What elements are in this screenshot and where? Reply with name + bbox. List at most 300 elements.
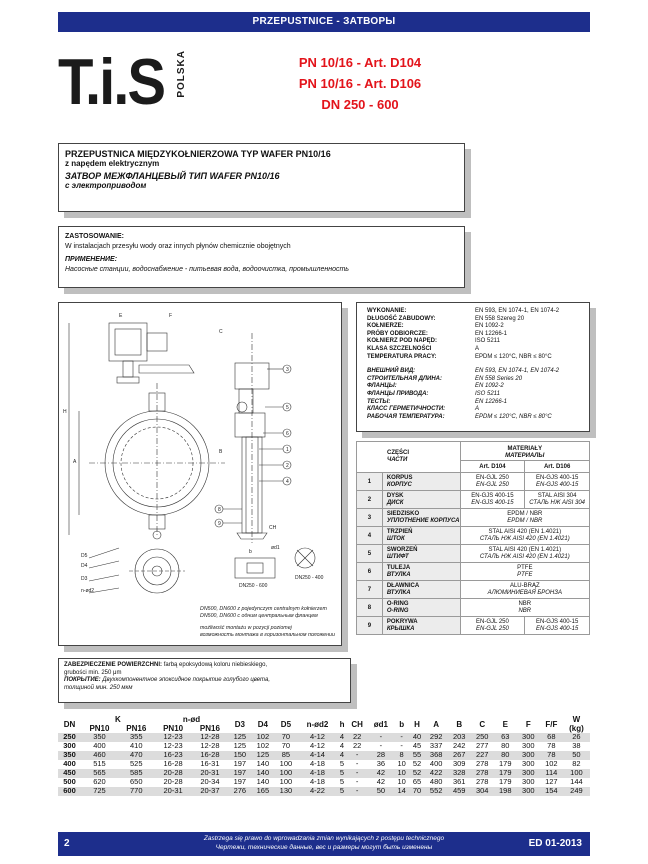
dims-cell: 350 (81, 733, 118, 742)
dims-cell: 450 (58, 769, 81, 778)
spec-value: EN 593, EN 1074-1, EN 1074-2 (475, 308, 560, 314)
spec-value: EN 12266-1 (475, 330, 508, 337)
dims-cell: 70 (274, 733, 297, 742)
head-ff: F/F (545, 719, 558, 729)
spec-value: EN 12266-1 (475, 398, 508, 405)
mat-pl: PTFE (517, 564, 533, 571)
material-d104 (460, 617, 525, 635)
dims-cell: 38 (572, 741, 581, 751)
spec-row (363, 316, 583, 324)
head-b-small: b (399, 719, 405, 729)
dims-cell: 300 (63, 741, 76, 751)
product-name-ru: ЗАТВОР МЕЖФЛАНЦЕВЫЙ ТИП WAFER PN10/16 (65, 171, 280, 181)
dims-cell: 78 (540, 751, 563, 760)
dims-cell: 12-28 (192, 733, 229, 742)
dims-cell: 63 (494, 733, 517, 742)
callout-1: 1 (286, 447, 289, 453)
dims-cell: 422 (425, 769, 448, 778)
callout-5: 5 (286, 405, 289, 411)
head-dn: DN (63, 719, 76, 729)
dims-cell: 470 (118, 751, 155, 760)
head-f: F (525, 719, 531, 729)
part-name-pl: DYSK (386, 492, 404, 499)
logo-brand: T.i.S (58, 46, 165, 119)
coating-head-ru: ПОКРЫТИЕ: (64, 677, 101, 684)
callout-8: 8 (218, 507, 221, 513)
part-name-ru: ШТИФТ (386, 553, 409, 560)
material-number: 2 (357, 491, 383, 509)
mat-ru: АЛЮМИНИЕВАЯ БРОНЗА (487, 589, 562, 596)
dims-cell: 179 (499, 759, 512, 769)
dims-cell: 127 (545, 777, 558, 787)
dims-cell: 350 (58, 751, 81, 760)
dims-cell: 8 (394, 751, 409, 760)
dims-cell: 4 (338, 751, 347, 760)
part-name-pl: SWORZEŃ (386, 546, 418, 553)
dims-cell: 154 (540, 787, 563, 796)
mat-ru: СТАЛЬ НЖ AISI 420 (EN 1.4021) (479, 535, 570, 542)
part-name-ru: КРЫШКА (386, 625, 415, 632)
footer-note-pl: Zastrzega się prawo do wprowadzania zmian wynikających z postępu technicznego (203, 835, 445, 842)
dims-cell: 292 (425, 733, 448, 742)
spec-gap-cell (475, 361, 583, 368)
dims-cell: 277 (475, 741, 489, 751)
material-number: 3 (357, 509, 383, 527)
dims-cell: - (368, 733, 394, 742)
dims-cell: 400 (93, 741, 106, 751)
product-titles (250, 52, 470, 115)
label-f: F (169, 313, 173, 319)
part-name-pl: DŁAWNICA (386, 582, 420, 589)
spec-value: EN 558 Szereg 20 (475, 315, 525, 322)
dims-cell: 70 (409, 787, 424, 796)
material-row (357, 545, 590, 563)
spec-row (363, 383, 583, 391)
material-row (357, 599, 590, 617)
spec-key: KOŁNIERZE: (367, 323, 404, 330)
dims-cell: 16-28 (192, 751, 229, 760)
callout-4: 4 (286, 479, 289, 485)
spec-row (363, 391, 583, 399)
material-row (357, 617, 590, 635)
dims-cell: 4-18 (309, 777, 325, 787)
head-c: C (479, 719, 486, 729)
label-h: H (63, 409, 67, 415)
dims-cell: 20-37 (192, 787, 229, 796)
material-shared (460, 563, 589, 581)
spec-value: EN 593, EN 1074-1, EN 1074-2 (475, 368, 560, 375)
head-h-small: h (339, 719, 345, 729)
material-row (357, 491, 590, 509)
head-ch: CH (351, 719, 363, 729)
dims-cell: - (347, 751, 368, 760)
dims-cell: 179 (494, 769, 517, 778)
dims-cell: 500 (63, 777, 76, 787)
spec-key: ТЕСТЫ: (367, 398, 391, 405)
material-d104 (460, 473, 525, 491)
dims-cell: 250 (471, 733, 494, 742)
dims-cell: 22 (347, 733, 368, 742)
dims-cell: 5 (339, 777, 345, 787)
coating-head-pl: ZABEZPIECZENIE POWIERZCHNI: (64, 662, 163, 668)
dims-cell: 100 (563, 769, 590, 778)
dims-cell: 10 (397, 759, 406, 769)
title-line-1: PN 10/16 - Art. D104 (298, 55, 422, 70)
logo-country: POLSKA (176, 50, 187, 98)
material-number: 6 (357, 563, 383, 581)
dims-cell: 12-23 (163, 741, 183, 751)
dims-cell: 4 (338, 733, 347, 742)
head-d5: D5 (280, 719, 292, 729)
dims-cell: 328 (448, 769, 471, 778)
label-d1: ød1 (271, 545, 280, 551)
spec-row (363, 376, 583, 384)
dims-cell: 140 (251, 769, 274, 778)
dims-cell: 20-31 (192, 769, 229, 778)
head-w-kg: (kg) (569, 724, 584, 733)
dims-cell: 368 (425, 751, 448, 760)
dims-cell: 4-22 (297, 787, 337, 796)
dims-cell: 337 (429, 741, 443, 751)
material-number: 7 (357, 581, 383, 599)
spec-row (363, 346, 583, 354)
dims-cell: 130 (274, 787, 297, 796)
spec-key: РАБОЧАЯ ТЕМПЕРАТУРА: (367, 413, 445, 420)
material-row (357, 527, 590, 545)
mat-pl: NBR (518, 600, 532, 607)
dims-cell: 100 (274, 769, 297, 778)
title-line-3: DN 250 - 600 (321, 97, 399, 112)
spec-key: ВНЕШНИЙ ВИД: (367, 368, 416, 375)
head-b: B (456, 719, 463, 729)
spec-value: ISO 5211 (475, 338, 500, 345)
dims-cell: 400 (63, 759, 76, 769)
spec-value: ISO 5211 (475, 390, 500, 397)
dims-cell: 140 (256, 759, 270, 769)
dimensions-table (58, 715, 590, 796)
dims-cell: 400 (429, 759, 443, 769)
dims-cell: 102 (545, 759, 558, 769)
product-name-pl: PRZEPUSTNICA MIĘDZYKOŁNIERZOWA TYP WAFER PN10/16 (65, 149, 331, 159)
dims-cell: 40 (409, 733, 424, 742)
label-a: A (73, 459, 77, 465)
head-d4: D4 (257, 719, 268, 729)
spec-row (363, 414, 583, 422)
label-e: E (119, 313, 123, 319)
drawing-caption-4: возможность монтажа в горизонтальном положении (200, 632, 335, 638)
dims-cell: 55 (409, 751, 424, 760)
dims-cell: 410 (130, 741, 143, 751)
spec-value: A (475, 406, 480, 413)
mat-pl: ALU-BRĄZ (509, 582, 540, 589)
material-part (382, 509, 460, 527)
dims-cell: 300 (517, 733, 540, 742)
dims-cell: 242 (452, 741, 466, 751)
head-a: A (433, 719, 440, 729)
material-number: 4 (357, 527, 383, 545)
dims-cell: 42 (376, 777, 386, 787)
label-ch: CH (269, 525, 277, 531)
dims-cell: 355 (118, 733, 155, 742)
title-line-2: PN 10/16 - Art. D106 (298, 76, 422, 91)
spec-value: EN 558 Series 20 (475, 375, 523, 382)
application-head-pl: ZASTOSOWANIE: (65, 233, 124, 240)
dims-cell: 179 (499, 777, 512, 787)
footer-note (168, 835, 480, 852)
drawing-caption-2: DN500, DN600 с одним центральным фланцем (200, 613, 318, 619)
material-part (382, 599, 460, 617)
dims-cell: 14 (394, 787, 409, 796)
spec-row (363, 399, 583, 407)
mat-ru: EN-GJL 250 (475, 481, 509, 488)
part-name-pl: TRZPIEŃ (386, 528, 413, 535)
dims-cell: 552 (425, 787, 448, 796)
material-part (382, 617, 460, 635)
materials-table (356, 441, 590, 635)
dims-cell: 197 (228, 769, 251, 778)
part-name-ru: ШТОК (386, 535, 405, 542)
head-d3: D3 (234, 719, 245, 729)
dims-cell: 36 (376, 759, 386, 769)
mat-pl: STAL AISI 420 (EN 1.4021) (488, 546, 562, 553)
spec-key: KOŁNIERZ POD NAPĘD: (367, 338, 438, 345)
material-d104 (460, 491, 525, 509)
dims-row (58, 787, 590, 796)
callout-3: 3 (286, 367, 289, 373)
dims-cell: 52 (409, 769, 424, 778)
part-name-pl: SIEDZISKO (386, 510, 420, 517)
dims-cell: 65 (412, 777, 422, 787)
dims-cell: 197 (233, 777, 247, 787)
mat-pl: STAL AISI 420 (EN 1.4021) (488, 528, 562, 535)
dims-cell: 304 (471, 787, 494, 796)
spec-value: A (475, 345, 480, 352)
material-number: 5 (357, 545, 383, 563)
mat-ru: СТАЛЬ НЖ AISI 304 (529, 499, 586, 506)
dims-cell: 585 (118, 769, 155, 778)
part-name-ru: ВТУЛКА (386, 589, 411, 596)
drawing-caption-3: możliwość montażu w pozycji poziomej (200, 625, 292, 631)
dims-cell: 125 (228, 733, 251, 742)
head-nod: n-ød (182, 715, 201, 724)
mat-pl: EN-GJL 250 (476, 618, 509, 625)
part-name-ru: ДИСК (386, 499, 404, 506)
dims-cell: 5 (339, 759, 345, 769)
dims-cell: 42 (368, 769, 394, 778)
dims-cell: 26 (563, 733, 590, 742)
dims-cell: 22 (352, 741, 362, 751)
material-d106 (525, 473, 590, 491)
mat-ru: EN-GJS 400-15 (535, 625, 579, 632)
col-d104: Art. D104 (460, 461, 525, 473)
dims-cell: 276 (228, 787, 251, 796)
dims-cell: 12-23 (155, 733, 192, 742)
dims-cell: 300 (517, 787, 540, 796)
dims-cell: 16-23 (155, 751, 192, 760)
mat-pl: EN-GJS 400-15 (535, 618, 579, 625)
head-od1: ød1 (373, 719, 388, 729)
label-dn: DN250 - 600 (239, 583, 268, 589)
head-e: E (502, 719, 508, 729)
head-k-pn10: PN10 (89, 724, 110, 733)
mat-ru: EN-GJS 400-15 (535, 481, 579, 488)
mat-ru: EN-GJS 400-15 (471, 499, 514, 506)
spec-key: КЛАСС ГЕРМЕТИЧНОСТИ: (367, 406, 446, 413)
part-name-pl: O-RING (386, 600, 409, 607)
dims-cell: - (347, 769, 368, 778)
label-d5: D5 (81, 553, 88, 559)
material-part (382, 473, 460, 491)
mat-ru: NBR (518, 607, 532, 614)
material-number: 9 (357, 617, 383, 635)
dims-cell: 565 (81, 769, 118, 778)
callout-9: 9 (218, 521, 221, 527)
application-head-ru: ПРИМЕНЕНИЕ: (65, 256, 118, 263)
dims-cell: - (355, 777, 359, 787)
dims-cell: 70 (281, 741, 291, 751)
dims-cell: 12-28 (200, 741, 220, 751)
dims-cell: 68 (540, 733, 563, 742)
parts-head-ru: ЧАСТИ (387, 457, 408, 463)
dims-cell: 198 (494, 787, 517, 796)
drawing-svg (59, 303, 341, 645)
dims-cell: 267 (448, 751, 471, 760)
spec-key: ФЛАНЦЫ: (367, 383, 397, 390)
dims-cell: 20-28 (163, 777, 183, 787)
part-name-ru: КОРПУС (386, 481, 412, 488)
mat-pl: STAL AISI 304 (537, 492, 577, 499)
edition: ED 01-2013 (528, 838, 582, 849)
materials-head-pl: MATERIAŁY (507, 446, 543, 452)
part-name-ru: УПЛОТНЕНИЕ КОРПУСА (386, 517, 460, 524)
material-shared (460, 527, 589, 545)
label-nd2: n-ød2 (81, 588, 95, 594)
dims-cell: 80 (494, 751, 517, 760)
spec-key: WYKONANIE: (367, 308, 407, 314)
dims-cell: 100 (279, 777, 293, 787)
dims-cell: 249 (563, 787, 590, 796)
materials-head-ru: МАТЕРИАЛЫ (505, 453, 545, 459)
dims-cell: - (394, 733, 409, 742)
material-number: 1 (357, 473, 383, 491)
spec-box (356, 302, 590, 432)
part-name-ru: ВТУЛКА (386, 571, 411, 578)
product-box (58, 143, 465, 212)
coating-text-pl: farbą epoksydową koloru niebieskiego, (163, 662, 268, 668)
dims-cell: 278 (475, 759, 489, 769)
part-name-pl: POKRYWA (386, 618, 418, 625)
mat-pl: EN-GJS 400-15 (471, 492, 514, 499)
dims-cell: 102 (251, 733, 274, 742)
dims-cell: - (379, 741, 383, 751)
mat-ru: СТАЛЬ НЖ AISI 420 (EN 1.4021) (479, 553, 570, 560)
material-d106 (525, 617, 590, 635)
footer-note-ru: Чертежи, технические данные, вес и размеры могут быть изменены (215, 843, 433, 851)
dims-cell: 620 (93, 777, 106, 787)
spec-row (363, 368, 583, 376)
spec-row (363, 323, 583, 331)
dims-cell: 300 (522, 777, 535, 787)
spec-value: EPDM ≤ 120°C, NBR ≤ 80°C (475, 413, 552, 420)
label-c: C (219, 329, 223, 335)
dims-cell: 4-12 (309, 741, 325, 751)
dims-cell: 10 (394, 769, 409, 778)
material-number: 8 (357, 599, 383, 617)
parts-head-pl: CZĘŚCI (387, 450, 410, 456)
dims-cell: 50 (368, 787, 394, 796)
page-number: 2 (64, 838, 70, 849)
head-nod2: n-ød2 (306, 719, 329, 729)
label-bdim: B (219, 449, 223, 455)
dims-cell: 140 (256, 777, 270, 787)
dims-cell: 165 (251, 787, 274, 796)
material-d106 (525, 491, 590, 509)
dims-cell: 460 (81, 751, 118, 760)
dims-cell: 250 (58, 733, 81, 742)
technical-drawing (58, 302, 342, 646)
head-nod-pn10: PN10 (163, 724, 184, 733)
dims-cell: 16-31 (200, 759, 220, 769)
dims-cell: 770 (118, 787, 155, 796)
dims-cell: 20-34 (200, 777, 220, 787)
dims-cell: 459 (448, 787, 471, 796)
dims-cell: 227 (471, 751, 494, 760)
material-shared (460, 599, 589, 617)
mat-pl: EN-GJS 400-15 (535, 474, 579, 481)
spec-key: KLASA SZCZELNOŚCI (367, 345, 432, 352)
footer-bar (58, 832, 590, 856)
materials-head (460, 442, 589, 461)
dims-cell: 45 (412, 741, 422, 751)
coating-text-pl2: grubości min. 250 μm (64, 669, 122, 676)
spec-value: EN 1092-2 (475, 383, 504, 390)
dims-cell: 4-12 (297, 733, 337, 742)
dims-cell: 5 (338, 769, 347, 778)
mat-pl: EN-GJL 250 (476, 474, 509, 481)
dims-cell: 300 (522, 741, 535, 751)
spec-table (363, 308, 583, 421)
dims-cell: 650 (130, 777, 143, 787)
label-b: b (249, 549, 252, 555)
spec-key: PRÓBY ODBIORCZE: (367, 330, 428, 337)
dims-cell: 725 (81, 787, 118, 796)
dims-cell: 82 (572, 759, 581, 769)
head-w: W (572, 715, 581, 724)
coating-text-ru2: толщиной мин. 250 мкм (64, 684, 133, 691)
spec-row (363, 308, 583, 316)
mat-ru: PTFE (517, 571, 533, 578)
material-row (357, 509, 590, 527)
parts-head (357, 442, 461, 473)
dims-cell: 50 (563, 751, 590, 760)
dims-cell: 100 (279, 759, 293, 769)
dims-cell: 4-14 (297, 751, 337, 760)
material-row (357, 473, 590, 491)
mat-ru: EPDM / NBR (507, 517, 543, 524)
dims-cell: 85 (274, 751, 297, 760)
dims-cell: 197 (233, 759, 247, 769)
product-sub-ru: с электроприводом (65, 181, 147, 190)
dims-cell: 20-31 (155, 787, 192, 796)
spec-row (363, 331, 583, 339)
spec-key: TEMPERATURA PRACY: (367, 353, 437, 360)
dims-cell: 10 (397, 777, 406, 787)
label-d4: D4 (81, 563, 88, 569)
material-part (382, 563, 460, 581)
dims-cell: 300 (517, 751, 540, 760)
head-nod-pn16: PN16 (199, 724, 220, 733)
mat-ru: EN-GJL 250 (475, 625, 509, 632)
